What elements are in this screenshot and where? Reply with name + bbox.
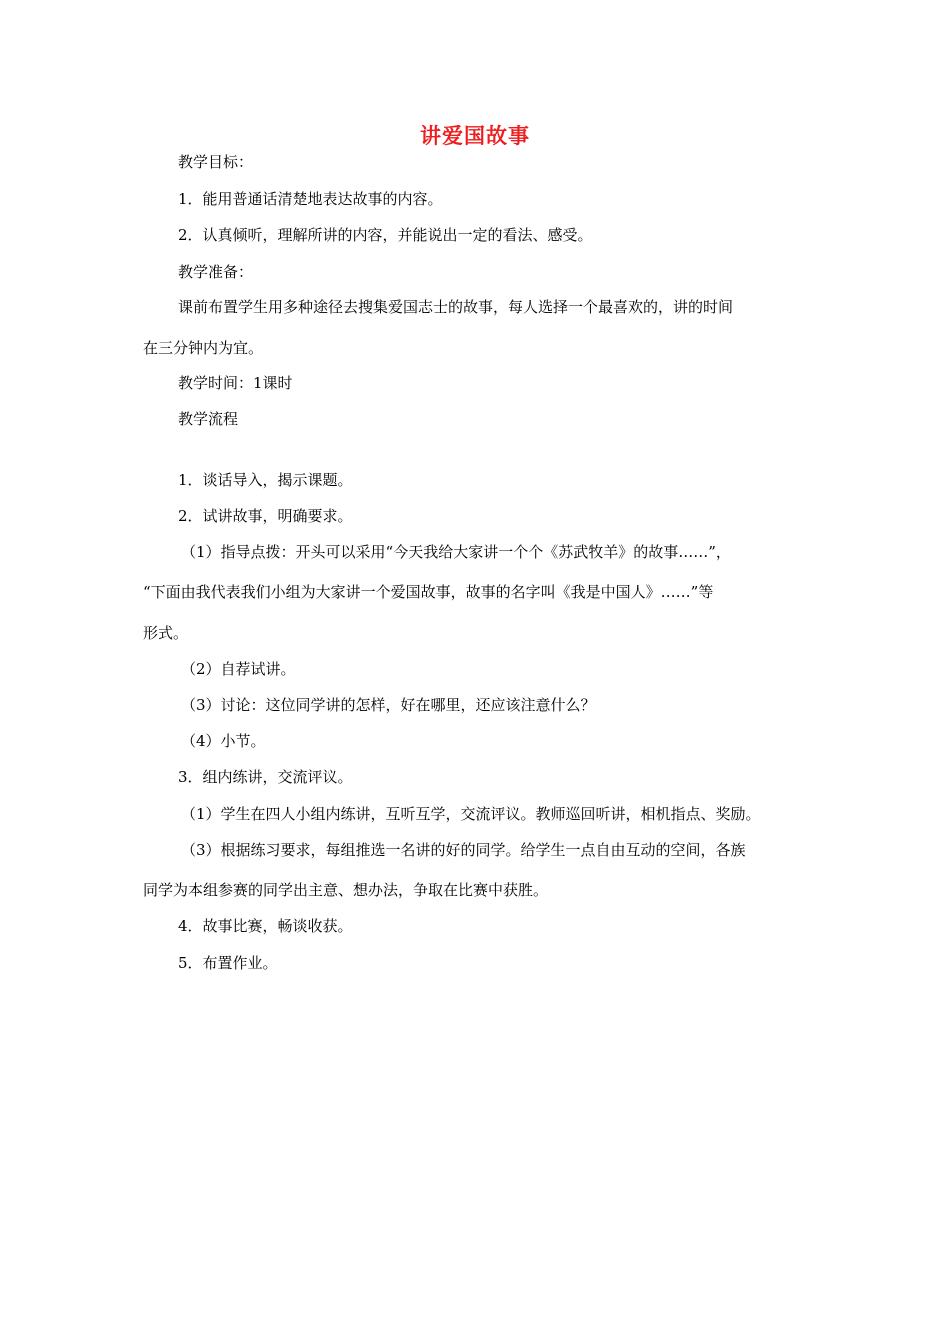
preparation-text-line-2: 在三分钟内为宜。 bbox=[143, 339, 264, 357]
section-heading-objectives: 教学目标： bbox=[178, 153, 254, 171]
objective-item-2: 2．认真倾听，理解所讲的内容，并能说出一定的看法、感受。 bbox=[178, 226, 593, 244]
process-substep-select-line-1: （3）根据练习要求，每组推选一名讲的好的同学。给学生一点自由互动的空间，各族 bbox=[181, 841, 746, 859]
process-substep-guidance-line-1: （1）指导点拨：开头可以采用“今天我给大家讲一个个《苏武牧羊》的故事……”， bbox=[181, 543, 731, 561]
process-substep-group-practice: （1）学生在四人小组内练讲，互听互学，交流评议。教师巡回听讲，相机指点、奖励。 bbox=[181, 805, 761, 823]
process-step-4: 4．故事比赛，畅谈收获。 bbox=[178, 917, 353, 935]
process-substep-discussion: （3）讨论：这位同学讲的怎样，好在哪里，还应该注意什么？ bbox=[181, 696, 596, 714]
objective-item-1: 1．能用普通话清楚地表达故事的内容。 bbox=[178, 190, 443, 208]
process-step-5: 5．布置作业。 bbox=[178, 954, 278, 972]
section-heading-process: 教学流程 bbox=[178, 410, 239, 428]
document-title: 讲爱国故事 bbox=[420, 123, 530, 148]
process-step-3: 3．组内练讲，交流评议。 bbox=[178, 768, 353, 786]
section-heading-preparation: 教学准备： bbox=[178, 263, 254, 281]
section-heading-time: 教学时间：1课时 bbox=[178, 374, 293, 392]
process-substep-select-line-2: 同学为本组参赛的同学出主意、想办法，争取在比赛中获胜。 bbox=[143, 881, 549, 899]
process-substep-self-recommend: （2）自荐试讲。 bbox=[181, 660, 296, 678]
process-substep-guidance-line-3: 形式。 bbox=[143, 624, 189, 642]
process-step-2: 2．试讲故事，明确要求。 bbox=[178, 507, 353, 525]
process-step-1: 1．谈话导入，揭示课题。 bbox=[178, 471, 353, 489]
process-substep-guidance-line-2: “下面由我代表我们小组为大家讲一个爱国故事，故事的名字叫《我是中国人》……”等 bbox=[143, 583, 714, 601]
preparation-text-line-1: 课前布置学生用多种途径去搜集爱国志士的故事，每人选择一个最喜欢的，讲的时间 bbox=[178, 298, 734, 316]
process-substep-summary: （4）小节。 bbox=[181, 732, 266, 750]
